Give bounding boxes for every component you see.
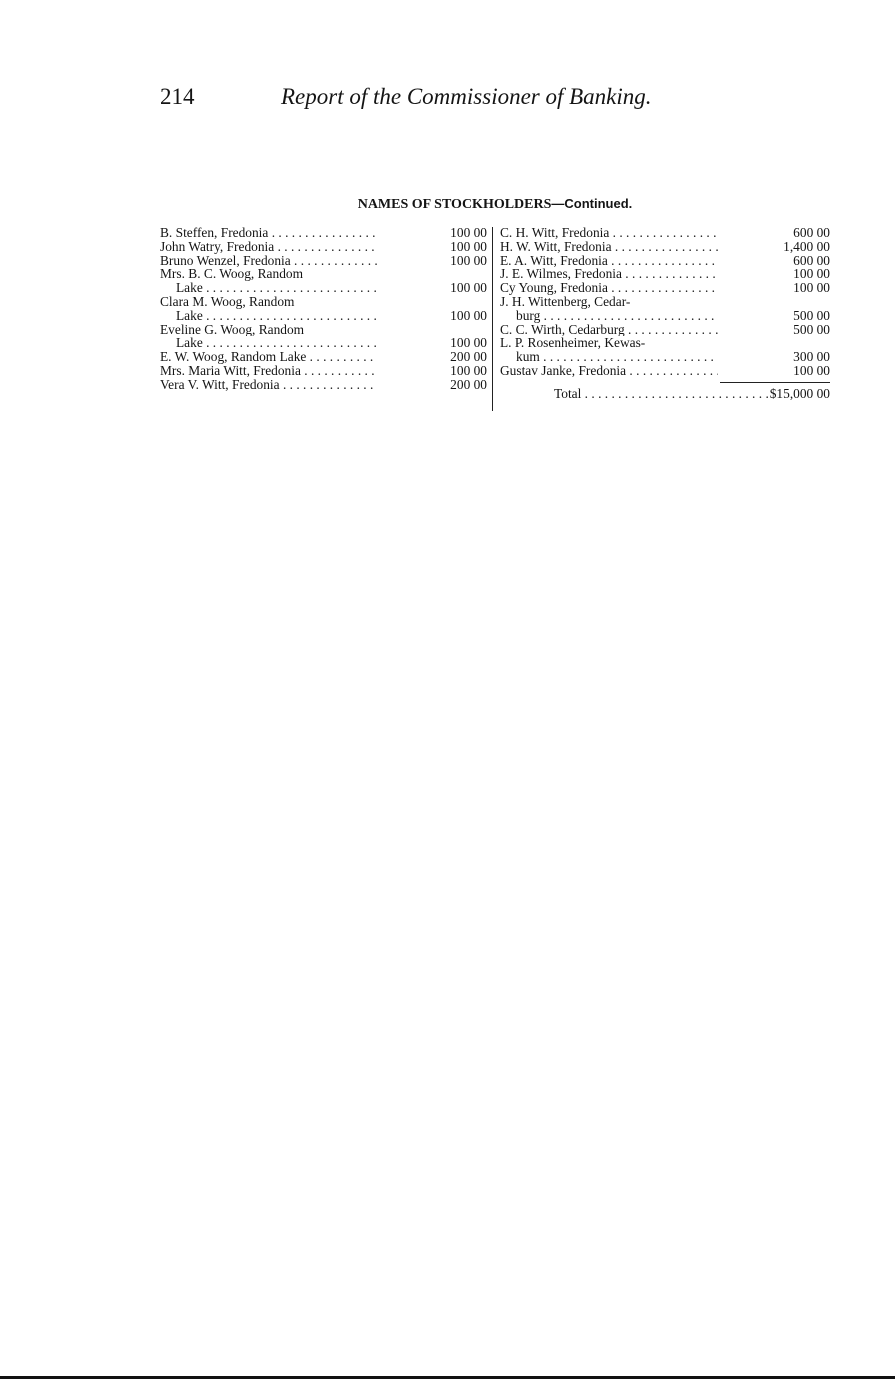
- stockholder-entry: [500, 267, 830, 281]
- stockholder-entry: [160, 240, 487, 254]
- total-amount: $15,000 00: [769, 385, 830, 401]
- stockholder-name: C. H. Witt, Fredonia . . .: [500, 226, 718, 240]
- stockholder-name: Mrs. Maria Witt, Fredonia . . .: [160, 364, 377, 378]
- stockholder-entry-continued: [160, 281, 487, 295]
- stockholder-amount: 100 00: [793, 280, 830, 296]
- stockholder-name: L. P. Rosenheimer, Kewas-: [500, 336, 646, 351]
- stockholder-entry: [500, 254, 830, 268]
- stockholder-amount: 100 00: [793, 362, 830, 378]
- stockholder-entry-continued: [160, 309, 487, 323]
- stockholder-name: E. A. Witt, Fredonia . . .: [500, 254, 718, 268]
- stockholder-entry-continued: [500, 350, 830, 364]
- stockholder-amount: 1,400 00: [783, 238, 830, 254]
- total-label: Total . . .: [500, 387, 772, 401]
- stockholder-amount: 500 00: [793, 321, 830, 337]
- stockholder-name: Bruno Wenzel, Fredonia . . .: [160, 254, 377, 268]
- stockholder-name: Gustav Janke, Fredonia . . .: [500, 364, 718, 378]
- stockholder-name-continued: Lake . . .: [160, 336, 377, 350]
- stockholder-entry-continued: [500, 309, 830, 323]
- stockholder-amount: 100 00: [450, 307, 487, 323]
- stockholder-name: B. Steffen, Fredonia . . .: [160, 226, 377, 240]
- stockholder-entry: [160, 350, 487, 364]
- stockholder-amount: 100 00: [450, 238, 487, 254]
- stockholder-name-continued: Lake . . .: [160, 281, 377, 295]
- stockholder-amount: 600 00: [793, 225, 830, 240]
- stockholder-entry: [160, 295, 487, 309]
- section-continued: —Continued.: [551, 196, 633, 211]
- stockholder-entry: [500, 364, 830, 378]
- total-row: [500, 387, 830, 401]
- page-header: [160, 84, 720, 114]
- stockholder-entry: [500, 240, 830, 254]
- stockholder-name-continued: Lake . . .: [160, 309, 377, 323]
- stockholder-amount: 100 00: [793, 266, 830, 282]
- stockholder-amount: 100 00: [450, 252, 487, 268]
- stockholder-name: Cy Young, Fredonia . . .: [500, 281, 718, 295]
- stockholder-name-continued: burg . . .: [500, 309, 718, 323]
- stockholder-entry: [160, 364, 487, 378]
- stockholder-entry: [160, 323, 487, 337]
- stockholder-entry: [160, 378, 487, 392]
- stockholder-name: Vera V. Witt, Fredonia . . .: [160, 378, 377, 392]
- stockholder-name: E. W. Woog, Random Lake . . .: [160, 350, 377, 364]
- stockholder-amount: 100 00: [450, 335, 487, 351]
- stockholder-name: Clara M. Woog, Random: [160, 294, 295, 309]
- stockholder-name: J. H. Wittenberg, Cedar-: [500, 294, 631, 309]
- stockholder-amount: 100 00: [450, 225, 487, 240]
- stockholder-entry: [160, 267, 487, 281]
- total-rule: [720, 382, 830, 383]
- section-title: NAMES OF STOCKHOLDERS: [357, 197, 552, 212]
- right-rows: [500, 226, 830, 378]
- section-heading: [160, 196, 830, 213]
- stockholder-entry: [160, 254, 487, 268]
- stockholder-name: Mrs. B. C. Woog, Random: [160, 267, 304, 282]
- stockholder-amount: 200 00: [450, 376, 487, 392]
- stockholder-amount: 200 00: [450, 349, 487, 365]
- stockholder-entry: [500, 323, 830, 337]
- stockholder-name: Eveline G. Woog, Random: [160, 322, 305, 337]
- stockholder-entry-continued: [160, 336, 487, 350]
- stockholder-amount: 300 00: [793, 349, 830, 365]
- stockholder-amount: 100 00: [450, 362, 487, 378]
- stockholder-name-continued: kum . . .: [500, 350, 718, 364]
- page-number: 214: [160, 84, 195, 109]
- stockholder-name: H. W. Witt, Fredonia . . .: [500, 240, 718, 254]
- bottom-rule: [0, 1376, 895, 1379]
- column-divider: [492, 227, 493, 411]
- stockholders-right-column: [500, 226, 830, 401]
- stockholder-name: John Watry, Fredonia . . .: [160, 240, 377, 254]
- stockholder-entry: [500, 295, 830, 309]
- stockholder-amount: 600 00: [793, 252, 830, 268]
- stockholder-entry: [500, 281, 830, 295]
- stockholder-name: J. E. Wilmes, Fredonia . . .: [500, 267, 718, 281]
- stockholder-amount: 500 00: [793, 307, 830, 323]
- stockholders-left-column: [160, 226, 487, 392]
- stockholder-entry: [500, 336, 830, 350]
- stockholder-amount: 100 00: [450, 280, 487, 296]
- stockholder-entry: [500, 226, 830, 240]
- running-title: Report of the Commissioner of Banking.: [281, 84, 652, 109]
- stockholder-entry: [160, 226, 487, 240]
- stockholder-name: C. C. Wirth, Cedarburg . . .: [500, 323, 718, 337]
